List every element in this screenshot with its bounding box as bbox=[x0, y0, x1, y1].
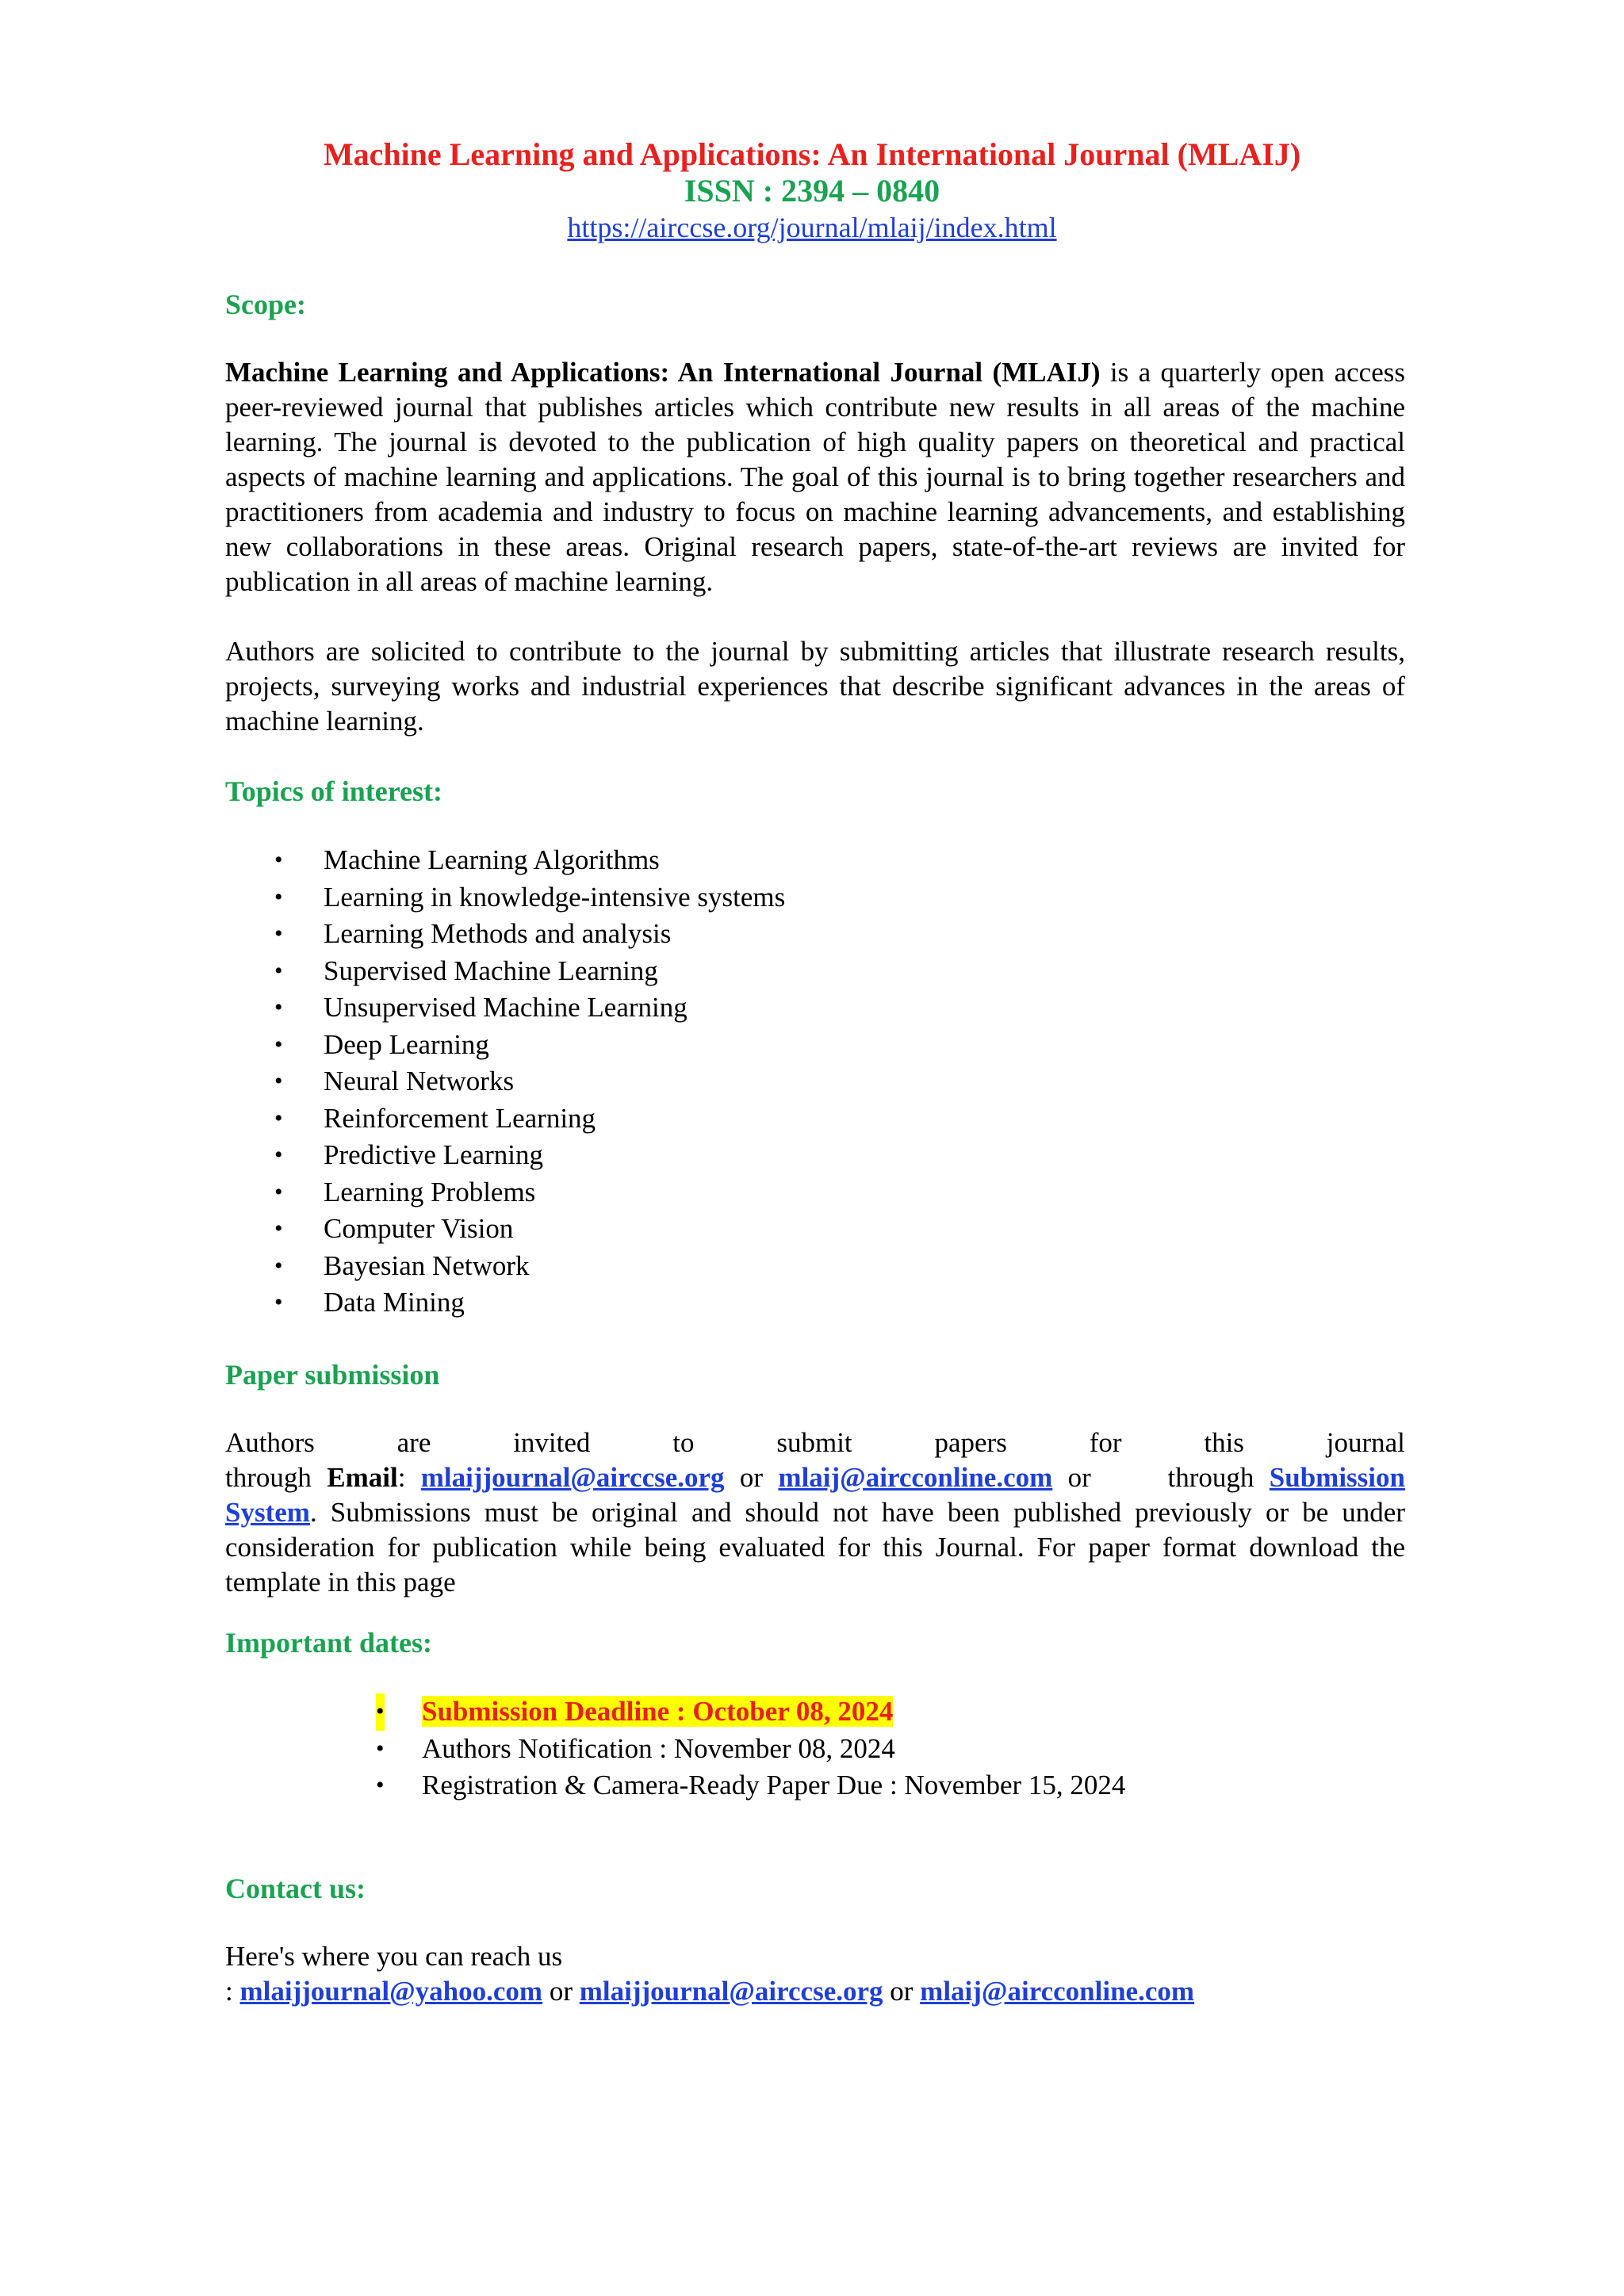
contact-email-3-link[interactable]: mlaij@aircconline.com bbox=[920, 1976, 1195, 2007]
dates-list-block bbox=[225, 1693, 1405, 1804]
dates-heading-block bbox=[225, 1625, 1405, 1660]
topic-label: Learning Methods and analysis bbox=[324, 918, 672, 949]
bullet-icon: • bbox=[274, 957, 283, 984]
topic-item bbox=[225, 1248, 1405, 1285]
submission-colon: : bbox=[397, 1462, 421, 1493]
topic-item bbox=[225, 842, 1405, 879]
submission-rest: . Submissions must be original and should not have been published previously or be under consideration for publication while being evaluated for this Journal. For paper format download the template in this page bbox=[225, 1497, 1405, 1598]
submission-word: submit bbox=[776, 1427, 852, 1458]
bullet-icon: • bbox=[274, 847, 283, 873]
scope-heading: Scope: bbox=[225, 289, 306, 320]
scope-paragraph-2 bbox=[225, 634, 1405, 739]
scope-journal-name: Machine Learning and Applications: An International Journal (MLAIJ) bbox=[225, 357, 1101, 388]
scope-paragraph-1 bbox=[225, 355, 1405, 599]
topic-label: Bayesian Network bbox=[324, 1249, 530, 1281]
bullet-icon: • bbox=[376, 1735, 385, 1762]
submission-word: papers bbox=[934, 1427, 1007, 1458]
bullet-icon: • bbox=[274, 994, 283, 1020]
scope-description: is a quarterly open access peer-reviewed journal that publishes articles which contribute new results in all areas of the machine learning. The journal is devoted to the publication of high quality papers on theoretical and practical aspects of machine learning and applications. The goal of this journal is to bring together researchers and practitioners from academia and industry to focus on machine learning advancements, and establishing new collaborations in these areas. Original research papers, state-of-the-art reviews are invited for publication in all areas of machine learning. bbox=[225, 357, 1405, 597]
bullet-icon: • bbox=[274, 920, 283, 947]
bullet-icon: • bbox=[274, 1215, 283, 1242]
submission-word: Authors bbox=[225, 1427, 315, 1458]
submission-through: through bbox=[225, 1462, 327, 1493]
submission-heading: Paper submission bbox=[225, 1359, 440, 1391]
topic-label: Learning Problems bbox=[324, 1176, 536, 1207]
topic-item bbox=[225, 879, 1405, 916]
topic-item bbox=[225, 1063, 1405, 1100]
topic-item bbox=[225, 1284, 1405, 1322]
contact-or-1: or bbox=[542, 1976, 580, 2007]
bullet-icon: • bbox=[274, 1068, 283, 1094]
topic-label: Unsupervised Machine Learning bbox=[324, 992, 688, 1023]
submission-word: this bbox=[1204, 1427, 1244, 1458]
submission-paragraph bbox=[225, 1425, 1405, 1600]
topic-label: Data Mining bbox=[324, 1287, 465, 1318]
notification-text: Authors Notification : November 08, 2024 bbox=[422, 1732, 895, 1764]
bullet-icon: • bbox=[274, 1104, 283, 1131]
topic-item bbox=[225, 953, 1405, 990]
topics-heading-block bbox=[225, 774, 1405, 809]
bullet-icon: • bbox=[274, 883, 283, 910]
bullet-icon: • bbox=[274, 1289, 283, 1315]
registration-text: Registration & Camera-Ready Paper Due : November 15, 2024 bbox=[422, 1770, 1126, 1800]
topic-item bbox=[225, 1100, 1405, 1138]
topics-list-block bbox=[225, 842, 1405, 1322]
topic-label: Supervised Machine Learning bbox=[324, 955, 658, 986]
contact-or-2: or bbox=[883, 1976, 921, 2007]
contact-prefix: : bbox=[225, 1976, 240, 2007]
topic-label: Computer Vision bbox=[324, 1213, 514, 1244]
submission-heading-block bbox=[225, 1357, 1405, 1392]
submission-word: journal bbox=[1326, 1427, 1405, 1458]
submission-first-line bbox=[225, 1425, 1405, 1460]
deadline-text: Submission Deadline : October 08, 2024 bbox=[422, 1696, 894, 1727]
submission-word: are bbox=[396, 1427, 431, 1458]
topic-label: Neural Networks bbox=[324, 1066, 515, 1096]
topic-label: Reinforcement Learning bbox=[324, 1102, 596, 1134]
bullet-icon: • bbox=[274, 1031, 283, 1058]
journal-title: Machine Learning and Applications: An International Journal (MLAIJ) bbox=[323, 136, 1301, 172]
bullet-icon: • bbox=[274, 1178, 283, 1205]
submission-word: for bbox=[1089, 1427, 1122, 1458]
topic-item bbox=[225, 1137, 1405, 1174]
topic-label: Learning in knowledge-intensive systems bbox=[324, 881, 786, 913]
topic-item bbox=[225, 916, 1405, 953]
date-item-deadline bbox=[225, 1693, 1405, 1731]
topics-heading: Topics of interest: bbox=[225, 775, 442, 807]
journal-header bbox=[0, 136, 1624, 246]
scope-authors-paragraph: Authors are solicited to contribute to the journal by submitting articles that illustrate research results, projects, surveying works and industrial experiences that describe significant advances in the areas of machine learning. bbox=[225, 636, 1405, 737]
contact-email-1-link[interactable]: mlaijjournal@yahoo.com bbox=[239, 1976, 543, 2007]
contact-intro: Here's where you can reach us bbox=[225, 1941, 563, 1972]
submission-or-2: or through bbox=[1052, 1462, 1270, 1493]
topic-label: Deep Learning bbox=[324, 1028, 489, 1060]
journal-url-link[interactable]: https://airccse.org/journal/mlaij/index.html bbox=[567, 212, 1057, 243]
contact-block bbox=[225, 1939, 1405, 2009]
bullet-icon: • bbox=[274, 1252, 283, 1279]
contact-heading-block bbox=[225, 1871, 1405, 1906]
submission-email-label: Email bbox=[327, 1462, 398, 1493]
submission-email-1-link[interactable]: mlaijjournal@airccse.org bbox=[420, 1462, 725, 1493]
submission-email-2-link[interactable]: mlaij@aircconline.com bbox=[778, 1462, 1053, 1493]
submission-word: invited bbox=[513, 1427, 591, 1458]
bullet-icon: • bbox=[376, 1772, 385, 1798]
contact-email-2-link[interactable]: mlaijjournal@airccse.org bbox=[579, 1976, 883, 2007]
topic-item bbox=[225, 1211, 1405, 1248]
dates-list bbox=[225, 1693, 1405, 1804]
dates-heading: Important dates: bbox=[225, 1627, 432, 1659]
submission-word: to bbox=[672, 1427, 695, 1458]
submission-or-1: or bbox=[724, 1462, 779, 1493]
journal-issn: ISSN : 2394 – 0840 bbox=[684, 173, 940, 209]
bullet-icon: • bbox=[274, 1142, 283, 1168]
topics-list bbox=[225, 842, 1405, 1322]
bullet-icon: • bbox=[376, 1693, 385, 1731]
contact-heading: Contact us: bbox=[225, 1873, 366, 1904]
topic-item bbox=[225, 1027, 1405, 1064]
topic-label: Predictive Learning bbox=[324, 1139, 543, 1170]
topic-item bbox=[225, 1174, 1405, 1211]
topic-item bbox=[225, 989, 1405, 1027]
topic-label: Machine Learning Algorithms bbox=[324, 844, 660, 875]
date-item-notification bbox=[225, 1731, 1405, 1768]
submission-system-link[interactable]: Submission System bbox=[225, 1462, 1405, 1528]
date-item-registration bbox=[225, 1767, 1405, 1804]
scope-heading-block bbox=[225, 287, 1405, 322]
